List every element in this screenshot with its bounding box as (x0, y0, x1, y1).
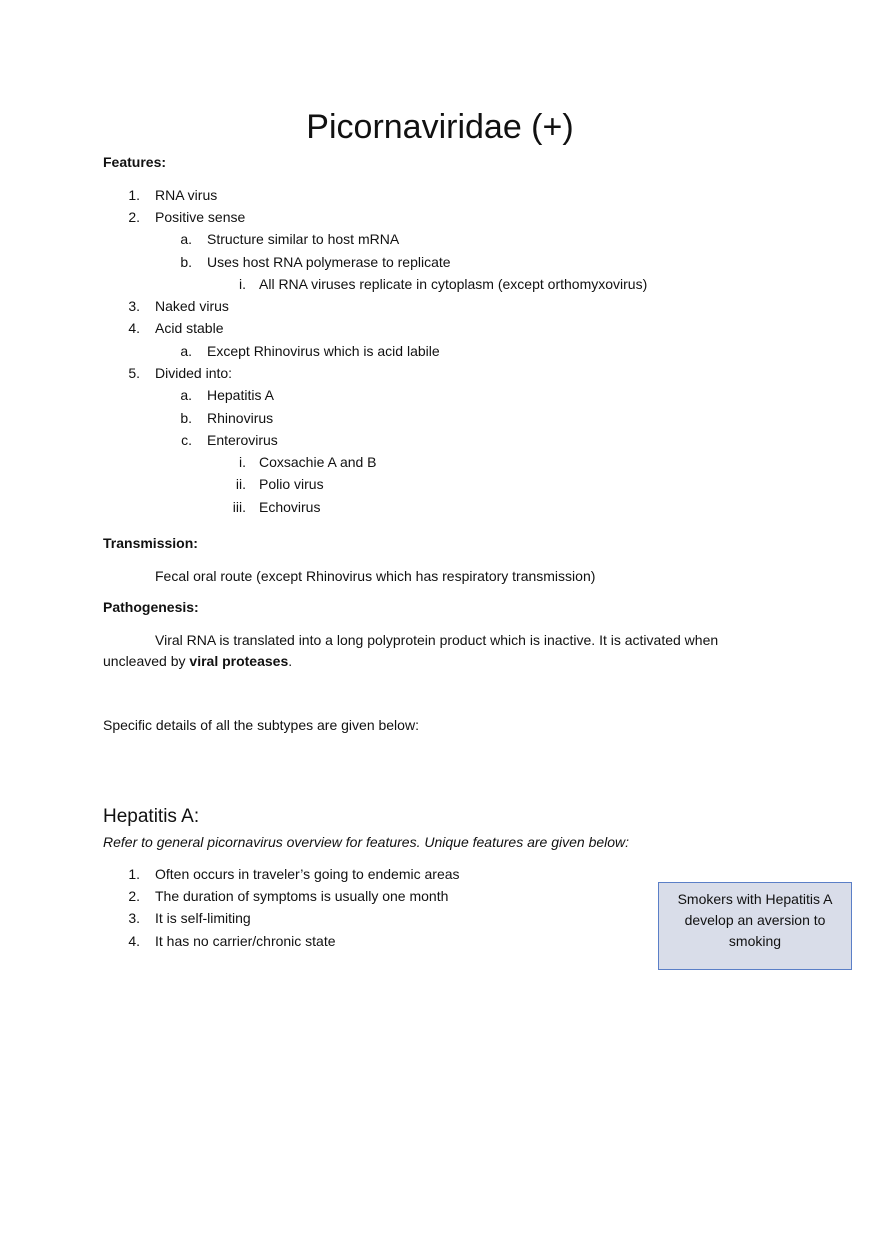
list-marker: a. (180, 343, 192, 359)
list-marker: a. (180, 387, 192, 403)
list-marker: 4. (128, 320, 140, 336)
features-heading: Features: (103, 154, 167, 170)
viral-proteases-term: viral proteases (189, 653, 289, 669)
list-item: Acid stable (155, 320, 224, 336)
list-marker: 3. (128, 910, 140, 926)
list-item: Positive sense (155, 209, 246, 225)
list-marker: iii. (232, 499, 246, 515)
list-item: Rhinovirus (207, 410, 274, 426)
list-marker: a. (180, 231, 192, 247)
list-marker: b. (180, 410, 192, 426)
list-item: Uses host RNA polymerase to replicate (207, 254, 451, 270)
list-marker: 5. (128, 365, 140, 381)
list-marker: 1. (128, 187, 140, 203)
smoking-callout-box (658, 882, 852, 970)
list-item: Except Rhinovirus which is acid labile (207, 343, 440, 359)
list-item: It has no carrier/chronic state (155, 933, 336, 949)
list-marker: c. (181, 432, 192, 448)
list-item: Divided into: (155, 365, 233, 381)
hepatitis-a-intro: Refer to general picornavirus overview for features. Unique features are given below: (103, 834, 630, 850)
page-title: Picornaviridae (+) (306, 108, 574, 146)
list-item: The duration of symptoms is usually one month (155, 888, 449, 904)
callout-line-2: develop an aversion to (684, 912, 826, 928)
pathogenesis-line-2-end: . (288, 653, 293, 669)
list-item: All RNA viruses replicate in cytoplasm (except orthomyxovirus) (259, 276, 648, 292)
list-marker: i. (239, 276, 246, 292)
transmission-heading: Transmission: (103, 535, 198, 551)
subtypes-intro: Specific details of all the subtypes are given below: (103, 717, 419, 733)
list-marker: i. (239, 454, 246, 470)
list-item: Enterovirus (207, 432, 278, 448)
list-item: Coxsachie A and B (259, 454, 377, 470)
pathogenesis-line-1: Viral RNA is translated into a long polyprotein product which is inactive. It is activated when (155, 632, 719, 648)
list-item: Naked virus (155, 298, 229, 314)
list-marker: ii. (235, 476, 246, 492)
pathogenesis-line-2-text: uncleaved by (103, 653, 190, 669)
transmission-text: Fecal oral route (except Rhinovirus which has respiratory transmission) (155, 568, 596, 584)
list-item: Hepatitis A (207, 387, 274, 403)
callout-line-3: smoking (728, 933, 782, 949)
list-item: Polio virus (259, 476, 324, 492)
list-marker: 2. (128, 209, 140, 225)
list-item: RNA virus (155, 187, 218, 203)
list-item: Often occurs in traveler’s going to endemic areas (155, 866, 460, 882)
list-marker: 1. (128, 866, 140, 882)
hepatitis-a-heading: Hepatitis A: (103, 806, 200, 827)
list-item: Structure similar to host mRNA (207, 231, 400, 247)
list-marker: b. (180, 254, 192, 270)
pathogenesis-line-2 (103, 654, 292, 668)
list-marker: 2. (128, 888, 140, 904)
pathogenesis-heading: Pathogenesis: (103, 599, 199, 615)
list-item: It is self-limiting (155, 910, 251, 926)
list-marker: 4. (128, 933, 140, 949)
list-item: Echovirus (259, 499, 321, 515)
list-marker: 3. (128, 298, 140, 314)
callout-line-1: Smokers with Hepatitis A (677, 891, 833, 907)
